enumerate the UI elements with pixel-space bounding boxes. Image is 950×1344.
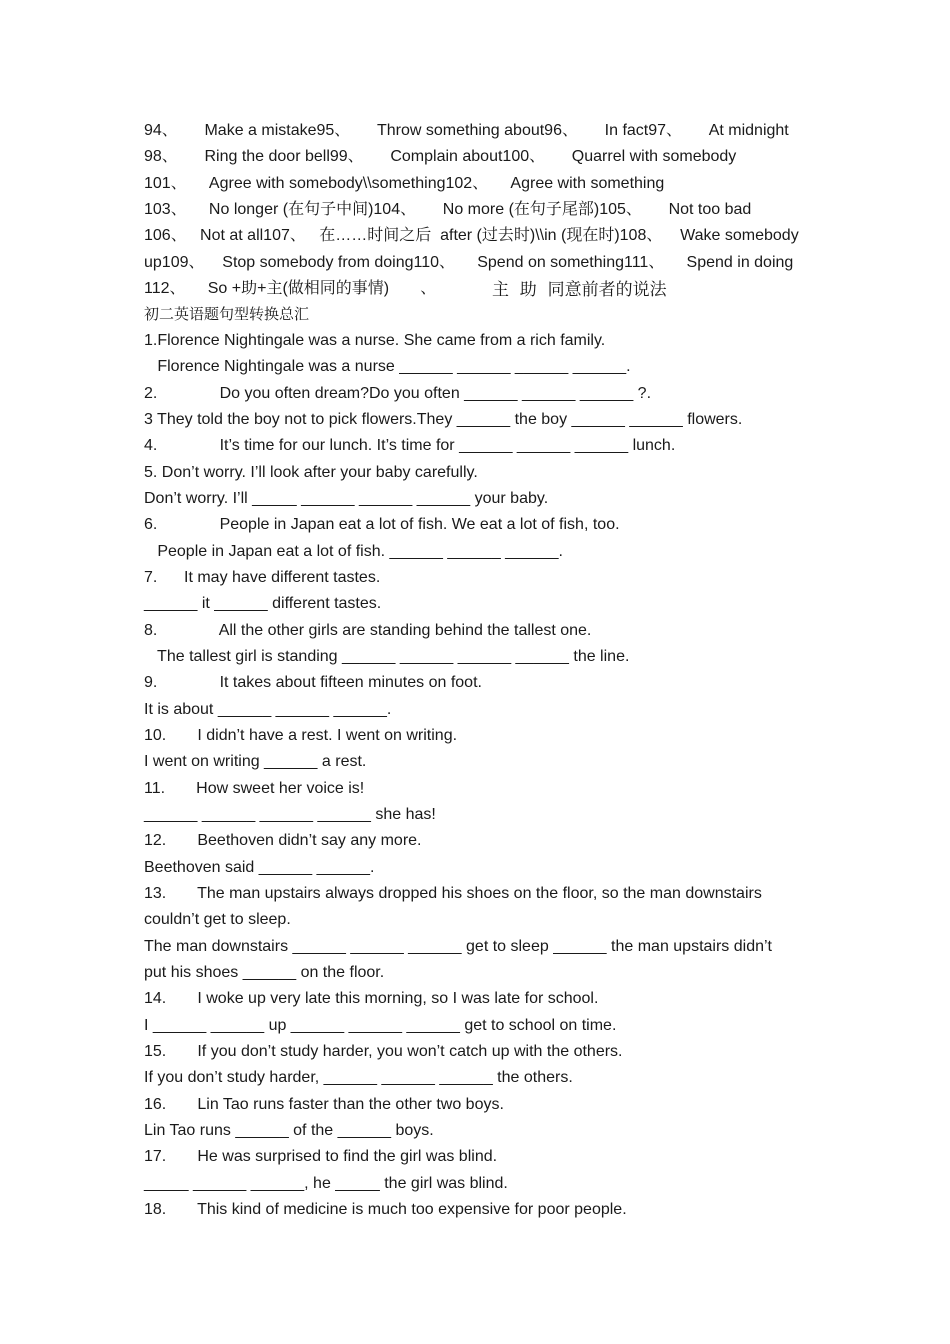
phrase-line: 106、 Not at all107、 在……时间之后 after (过去时)\\in (现在时)108、 Wake somebody	[144, 227, 799, 244]
exercise-line: 11. How sweet her voice is!	[144, 780, 365, 797]
phrase-line: 103、 No longer (在句子中间)104、 No more (在句子尾部)105、 Not too bad	[144, 201, 752, 218]
phrase-line: 98、 Ring the door bell99、 Complain about100、 Quarrel with somebody	[144, 148, 737, 165]
section-title: 初二英语题句型转换总汇	[144, 305, 310, 323]
exercise-line: ______ it ______ different tastes.	[144, 595, 382, 612]
exercise-line: 7. It may have different tastes.	[144, 569, 381, 586]
exercise-line: 15. If you don’t study harder, you won’t catch up with the others.	[144, 1043, 623, 1060]
exercise-line: 10. I didn’t have a rest. I went on writing.	[144, 727, 458, 744]
exercise-line: The tallest girl is standing ______ ______ ______ ______ the line.	[144, 648, 630, 665]
phrase-note: 主 助 同意前者的说法	[492, 280, 667, 300]
exercise-line: _____ ______ ______, he _____ the girl was blind.	[144, 1175, 508, 1192]
exercise-line: 12. Beethoven didn’t say any more.	[144, 832, 422, 849]
exercise-line: Florence Nightingale was a nurse ______ ______ ______ ______.	[144, 358, 631, 375]
exercise-line: People in Japan eat a lot of fish. ______ ______ ______.	[144, 543, 563, 560]
exercise-line: 5. Don’t worry. I’ll look after your baby carefully.	[144, 464, 478, 481]
exercise-line: couldn’t get to sleep.	[144, 911, 291, 928]
exercise-line: 6. People in Japan eat a lot of fish. We eat a lot of fish, too.	[144, 516, 620, 533]
exercise-line: 8. All the other girls are standing behind the tallest one.	[144, 622, 592, 639]
exercise-line: 9. It takes about fifteen minutes on foot.	[144, 674, 482, 691]
exercise-line: 17. He was surprised to find the girl was blind.	[144, 1148, 498, 1165]
exercise-line: 3 They told the boy not to pick flowers.They ______ the boy ______ ______ flowers.	[144, 411, 743, 428]
exercise-line: The man downstairs ______ ______ ______ get to sleep ______ the man upstairs didn’t	[144, 938, 772, 955]
exercise-line: Don’t worry. I’ll _____ ______ ______ ______ your baby.	[144, 490, 549, 507]
exercise-line: 13. The man upstairs always dropped his shoes on the floor, so the man downstairs	[144, 885, 762, 902]
exercise-line: ______ ______ ______ ______ she has!	[144, 806, 436, 823]
exercise-line: 2. Do you often dream?Do you often ______ ______ ______ ?.	[144, 385, 652, 402]
phrase-line: 94、 Make a mistake95、 Throw something about96、 In fact97、 At midnight	[144, 122, 789, 139]
exercise-line: If you don’t study harder, ______ ______ ______ the others.	[144, 1069, 573, 1086]
exercise-line: 1.Florence Nightingale was a nurse. She came from a rich family.	[144, 332, 606, 349]
exercise-line: I ______ ______ up ______ ______ ______ get to school on time.	[144, 1017, 617, 1034]
exercise-line: 16. Lin Tao runs faster than the other two boys.	[144, 1096, 504, 1113]
phrase-line: 112、 So +助+主(做相同的事情) 、	[144, 280, 437, 297]
exercise-line: It is about ______ ______ ______.	[144, 701, 392, 718]
exercise-line: 14. I woke up very late this morning, so I was late for school.	[144, 990, 599, 1007]
phrase-line: 101、 Agree with somebody\\something102、 Agree with something	[144, 175, 665, 192]
exercise-line: Beethoven said ______ ______.	[144, 859, 375, 876]
exercise-line: put his shoes ______ on the floor.	[144, 964, 385, 981]
exercise-line: 4. It’s time for our lunch. It’s time for ______ ______ ______ lunch.	[144, 437, 676, 454]
phrase-line: up109、 Stop somebody from doing110、 Spend on something111、 Spend in doing	[144, 254, 794, 271]
exercise-line: 18. This kind of medicine is much too expensive for poor people.	[144, 1201, 627, 1218]
exercise-line: I went on writing ______ a rest.	[144, 753, 367, 770]
exercise-line: Lin Tao runs ______ of the ______ boys.	[144, 1122, 434, 1139]
